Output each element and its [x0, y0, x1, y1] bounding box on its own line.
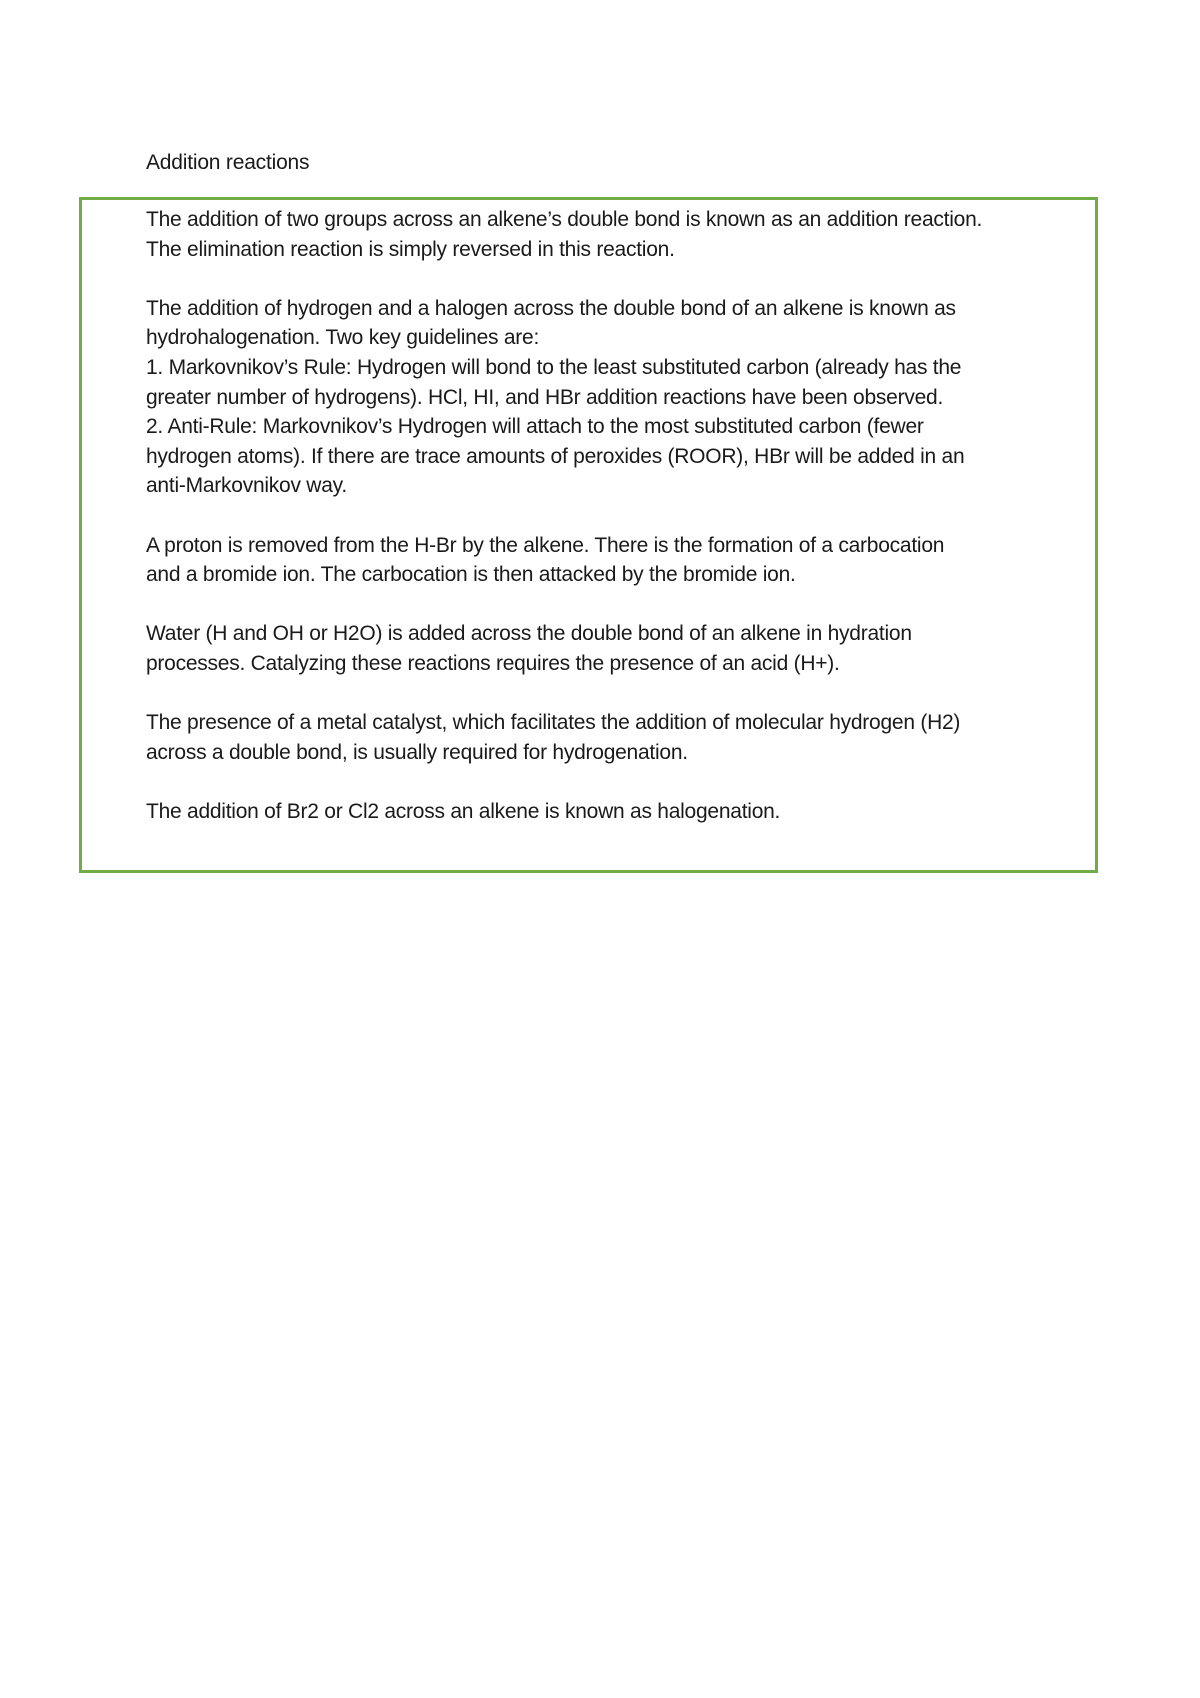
text-line: 1. Markovnikov’s Rule: Hydrogen will bond to the least substituted carbon (already has the [146, 355, 962, 379]
text-line: across a double bond, is usually required for hydrogenation. [146, 740, 688, 764]
text-line: The presence of a metal catalyst, which facilitates the addition of molecular hydrogen (H2) [146, 711, 961, 735]
paragraph-hydrogenation [146, 708, 1086, 767]
text-line: and a bromide ion. The carbocation is then attacked by the bromide ion. [146, 563, 796, 587]
text-line: anti-Markovnikov way. [146, 474, 347, 498]
paragraph-hydration [146, 619, 1086, 678]
text-line: The addition of hydrogen and a halogen across the double bond of an alkene is known as [146, 296, 956, 320]
text-line: hydrogen atoms). If there are trace amounts of peroxides (ROOR), HBr will be added in an [146, 444, 965, 468]
text-line: hydrohalogenation. Two key guidelines are: [146, 326, 540, 350]
text-line: Water (H and OH or H2O) is added across the double bond of an alkene in hydration [146, 622, 912, 646]
text-line: 2. Anti-Rule: Markovnikov’s Hydrogen will attach to the most substituted carbon (fewer [146, 415, 924, 439]
content-body [146, 205, 1086, 826]
text-line: A proton is removed from the H-Br by the alkene. There is the formation of a carbocation [146, 533, 945, 557]
paragraph-hydrohalogenation [146, 294, 1086, 501]
page-title: Addition reactions [146, 151, 310, 174]
text-line: processes. Catalyzing these reactions requires the presence of an acid (H+). [146, 651, 840, 675]
paragraph-halogenation [146, 797, 1086, 827]
text-line: The addition of Br2 or Cl2 across an alkene is known as halogenation. [146, 799, 781, 823]
paragraph-mechanism [146, 531, 1086, 590]
text-line: The addition of two groups across an alkene’s double bond is known as an addition reaction. [146, 208, 983, 231]
text-line: The elimination reaction is simply reversed in this reaction. [146, 237, 675, 261]
paragraph-addition-definition [146, 205, 1086, 264]
text-line: greater number of hydrogens). HCl, HI, and HBr addition reactions have been observed. [146, 385, 944, 409]
